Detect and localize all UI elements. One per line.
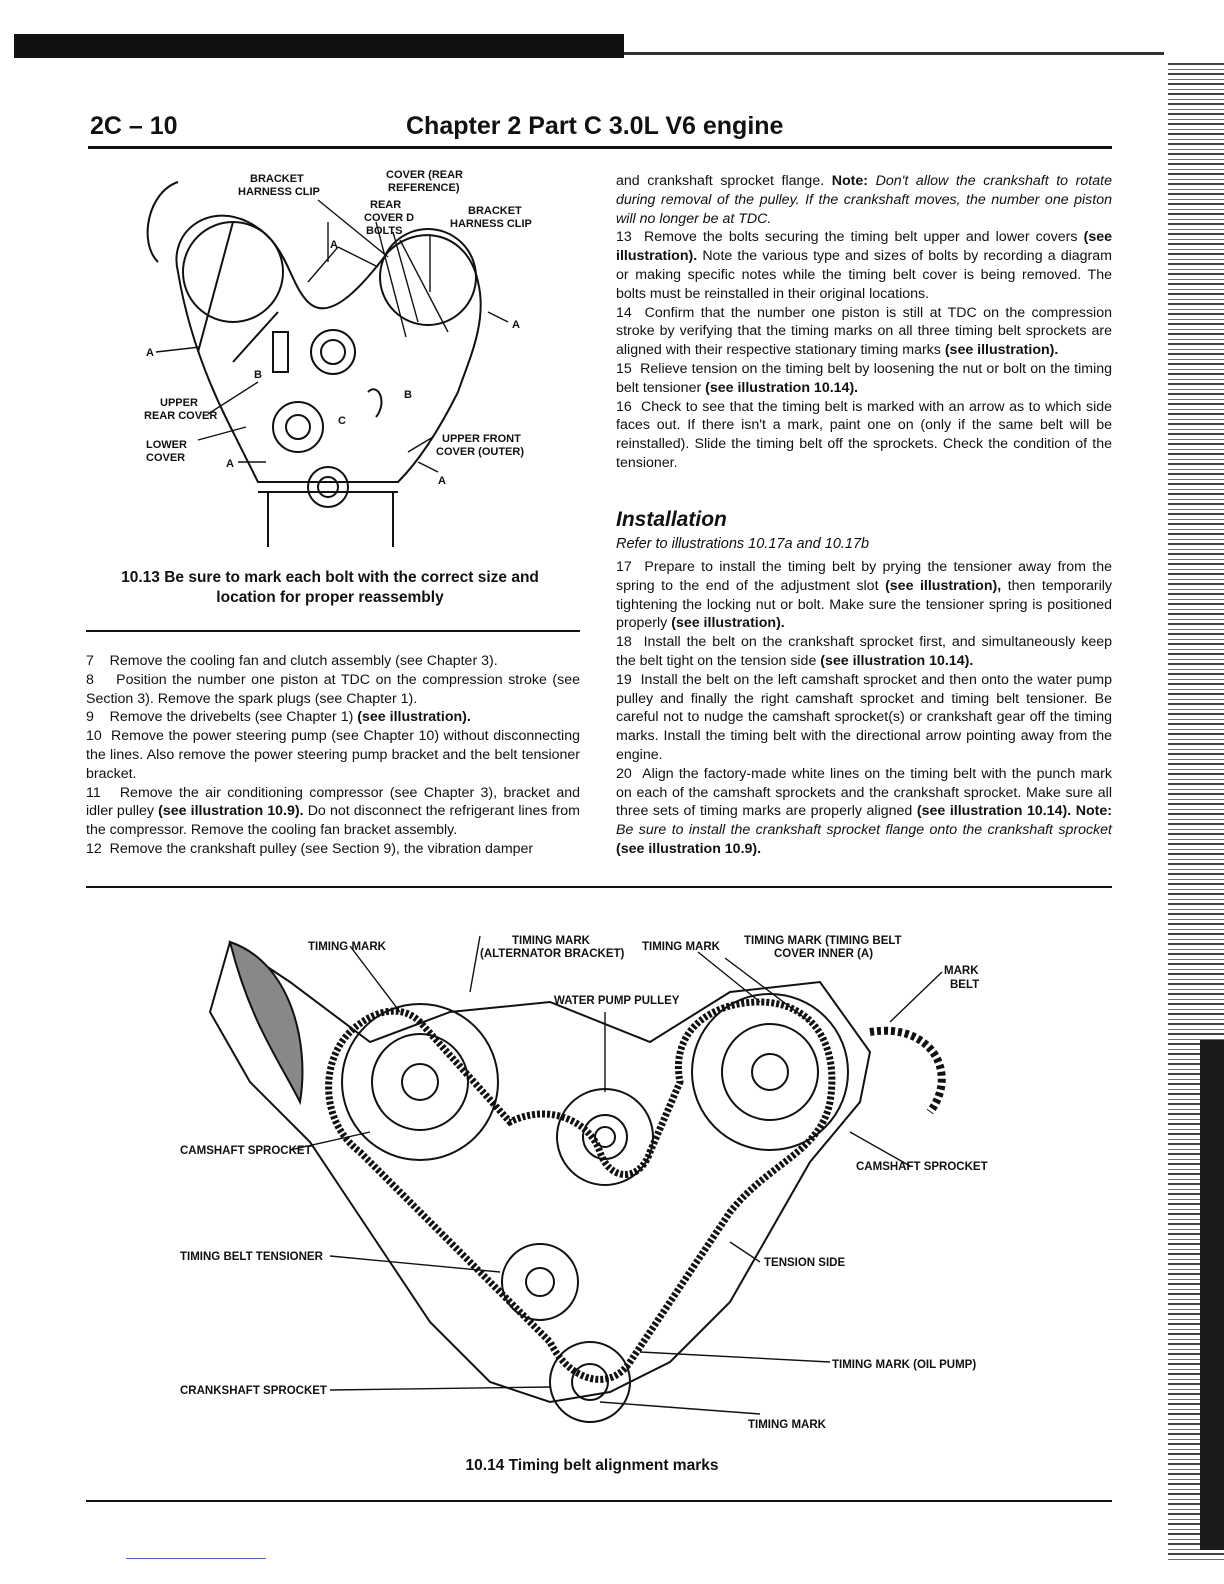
- page-number: 2C – 10: [90, 112, 178, 140]
- paragraph-12-continued: and crankshaft sprocket flange. Note: Don't allow the crankshaft to rotate during removal of the pulley. If the crankshaft moves, the number one piston will no longer be at TDC.: [616, 173, 1112, 227]
- chapter-title: Chapter 2 Part C 3.0L V6 engine: [406, 112, 784, 140]
- paragraph-17: 17 Prepare to install the timing belt by prying the tensioner away from the spring to the end of the adjustment slot (see illustration), then temporarily tightening the locking nut or bolt. Make sure the tensioner spring is positioned properly (see illustration).: [616, 559, 1113, 632]
- label-bracket-harness-clip-left-1: BRACKET: [250, 173, 304, 185]
- installation-refer: Refer to illustrations 10.17a and 10.17b: [616, 536, 870, 552]
- label-timing-mark-center: TIMING MARK: [642, 941, 720, 953]
- figure-10-14-timing-belt: [170, 922, 1010, 1442]
- label-bracket-harness-clip-right-1: BRACKET: [468, 205, 522, 217]
- paragraph-16: 16 Check to see that the timing belt is marked with an arrow as to which side faces out. If there isn't a mark, paint one on (only if the same belt will be reinstalled). Slide the timing belt off the sprockets. Check the condition of the tensioner.: [616, 398, 1112, 471]
- label-bracket-harness-clip-right-2: HARNESS CLIP: [450, 218, 532, 230]
- paragraph-15: 15 Relieve tension on the timing belt by loosening the nut or bolt on the timing belt tensioner (see illustration 10.14).: [616, 360, 1112, 396]
- label-lower-cover-2: COVER: [146, 452, 186, 464]
- label-rear-cover-d-bolts-1: REAR: [370, 199, 402, 211]
- scan-artifact-top: [14, 34, 624, 58]
- label-timing-mark-left: TIMING MARK: [308, 941, 386, 953]
- label-lower-cover-1: LOWER: [146, 439, 187, 451]
- label-a-left: A: [146, 347, 154, 359]
- paragraph-18: 18 Install the belt on the crankshaft sprocket first, and simultaneously keep the belt tight on the tension side (see illustration 10.14).: [616, 634, 1112, 669]
- paragraph-7: 7 Remove the cooling fan and clutch assembly (see Chapter 3).: [86, 653, 498, 669]
- scan-artifact-right-edge-dark: [1200, 1040, 1224, 1550]
- label-upper-rear-cover-1: UPPER: [160, 397, 198, 409]
- bottom-rule: [86, 1500, 1112, 1502]
- label-b-right: B: [404, 389, 412, 401]
- label-timing-mark-alternator-1: TIMING MARK: [512, 935, 590, 947]
- mid-page-rule: [86, 886, 1112, 888]
- label-a-bottom: A: [438, 475, 446, 487]
- label-tension-side: TENSION SIDE: [764, 1257, 846, 1269]
- figure-10-13-timing-covers: [138, 162, 558, 562]
- label-upper-front-cover-2: COVER (OUTER): [436, 446, 524, 458]
- label-crankshaft-sprocket: CRANKSHAFT SPROCKET: [180, 1385, 327, 1397]
- label-timing-mark-alternator-2: (ALTERNATOR BRACKET): [480, 948, 625, 960]
- left-column-text: [86, 652, 580, 859]
- paragraph-11: 11 Remove the air conditioning compressor (see Chapter 3), bracket and idler pulley (see illustration 10.9). Do not disconnect the refrigerant lines from the compressor. Remove the cooling fan bracket assembly.: [86, 784, 581, 839]
- label-mark-belt-2: BELT: [950, 979, 980, 991]
- label-timing-mark-cover-1: TIMING MARK (TIMING BELT: [744, 935, 902, 947]
- label-camshaft-sprocket-right: CAMSHAFT SPROCKET: [856, 1161, 988, 1173]
- label-rear-cover-d-bolts-3: BOLTS: [366, 225, 403, 237]
- paragraph-12: 12 Remove the crankshaft pulley (see Section 9), the vibration damper: [86, 840, 534, 857]
- paragraph-8: 8 Position the number one piston at TDC on the compression stroke (see Section 3). Remove the spark plugs (see Chapter 1).: [86, 671, 580, 707]
- label-timing-mark-bottom: TIMING MARK: [748, 1419, 826, 1431]
- paragraph-19: 19 Install the belt on the left camshaft sprocket and then onto the water pump pulley and finally the right camshaft sprocket and timing belt tensioner. Be careful not to nudge the camshaft sprocket(s) or crankshaft gear off the timing marks. Install the timing belt with the directional arrow pointing away from the engine.: [616, 671, 1112, 763]
- paragraph-13: 13 Remove the bolts securing the timing belt upper and lower covers (see illustration). Note the various type and sizes of bolts by recording a diagram or making specific notes while the timing belt cover is being removed. The bolts must be reinstalled in their original locations.: [616, 229, 1112, 302]
- paragraph-9: 9 Remove the drivebelts (see Chapter 1) (see illustration).: [86, 709, 471, 726]
- label-a-right: A: [512, 319, 520, 331]
- label-timing-mark-cover-2: COVER INNER (A): [774, 948, 874, 960]
- label-rear-cover-d-bolts-2: COVER D: [364, 212, 415, 224]
- label-upper-front-cover-1: UPPER FRONT: [442, 433, 521, 445]
- label-a-lower: A: [226, 458, 234, 470]
- label-upper-rear-cover-2: REAR COVER: [144, 410, 218, 422]
- label-c: C: [338, 415, 346, 427]
- label-water-pump-pulley: WATER PUMP PULLEY: [554, 995, 680, 1007]
- scan-artifact-top-line: [624, 52, 1164, 55]
- paragraph-20: 20 Align the factory-made white lines on the timing belt with the punch mark on each of the camshaft sprockets and the crankshaft sprocket. Make sure all three sets of timing marks are properly aligned (see illustration 10.14). Note: Be sure to install the crankshaft sprocket flange onto the crankshaft sprocket (see illustration 10.9).: [616, 765, 1112, 857]
- caption-rule-left: [86, 630, 580, 632]
- paragraph-14: 14 Confirm that the number one piston is still at TDC on the compression stroke by verifying that the timing marks on all three timing belt sprockets are aligned with their respective stationary timing marks (see illustration).: [616, 304, 1112, 359]
- figure-10-13-caption: 10.13 Be sure to mark each bolt with the correct size and location for proper reassembly: [121, 569, 539, 606]
- footer-link-line: [126, 1558, 266, 1559]
- label-timing-mark-oil-pump: TIMING MARK (OIL PUMP): [832, 1359, 977, 1371]
- label-a-top: A: [330, 239, 338, 251]
- installation-heading: Installation: [616, 508, 727, 531]
- label-b-left: B: [254, 369, 262, 381]
- paragraph-10: 10 Remove the power steering pump (see Chapter 10) without disconnecting the lines. Also remove the power steering pump bracket and the belt tensioner bracket.: [86, 728, 580, 782]
- label-mark-belt-1: MARK: [944, 965, 979, 977]
- figure-10-14-caption: 10.14 Timing belt alignment marks: [465, 1457, 719, 1474]
- label-cover-rear-reference-2: REFERENCE): [388, 182, 460, 194]
- label-timing-belt-tensioner: TIMING BELT TENSIONER: [180, 1251, 323, 1263]
- label-camshaft-sprocket-left: CAMSHAFT SPROCKET: [180, 1145, 312, 1157]
- right-column-text-bottom: [616, 558, 1112, 859]
- right-column-text-top: [616, 172, 1112, 473]
- header-rule: [88, 146, 1112, 149]
- label-bracket-harness-clip-left-2: HARNESS CLIP: [238, 186, 320, 198]
- label-cover-rear-reference-1: COVER (REAR: [386, 169, 464, 181]
